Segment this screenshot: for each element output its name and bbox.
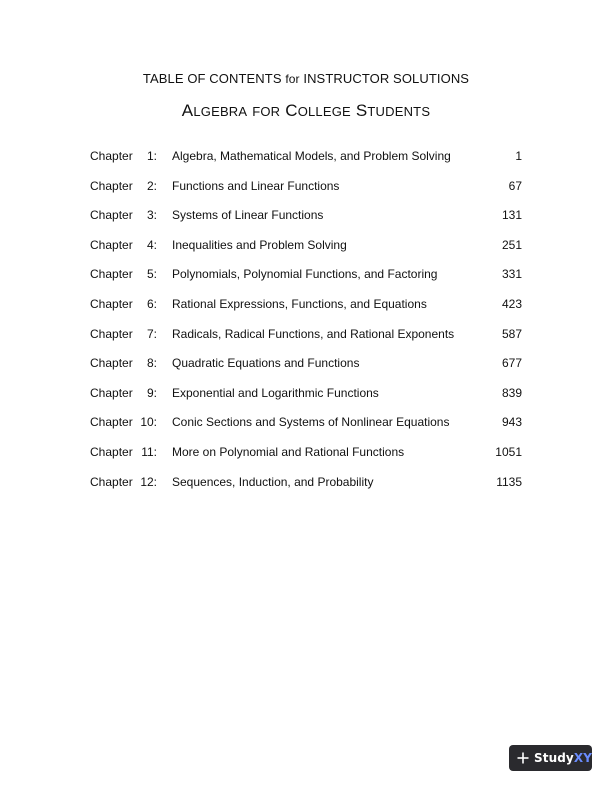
chapter-label: Chapter <box>90 178 133 193</box>
chapter-title: Conic Sections and Systems of Nonlinear Equations <box>172 415 450 430</box>
chapter-title: Systems of Linear Functions <box>172 208 324 223</box>
toc-heading <box>0 71 612 86</box>
chapter-number: 6: <box>146 296 157 311</box>
page-number: 1 <box>515 149 522 163</box>
chapter-title: Polynomials, Polynomial Functions, and Factoring <box>172 267 438 282</box>
chapter-title: More on Polynomial and Rational Functions <box>172 444 405 459</box>
toc-entry <box>0 264 612 294</box>
chapter-title: Functions and Linear Functions <box>172 178 340 193</box>
title-word-for: FOR <box>252 104 281 119</box>
chapter-title: Sequences, Induction, and Probability <box>172 474 374 489</box>
chapter-title: Inequalities and Problem Solving <box>172 237 347 252</box>
chapter-label: Chapter <box>90 296 133 311</box>
chapter-number: 1: <box>146 149 157 163</box>
toc-entry <box>0 353 612 383</box>
watermark-brand-accent: XY <box>573 751 592 765</box>
toc-entry <box>0 176 612 206</box>
chapter-number: 3: <box>146 208 157 223</box>
page-number: 943 <box>501 415 522 430</box>
chapter-number: 9: <box>146 385 157 400</box>
plus-icon <box>517 752 529 764</box>
chapter-label: Chapter <box>90 385 133 400</box>
toc-heading-sub: INSTRUCTOR SOLUTIONS <box>303 71 470 86</box>
chapter-number: 10: <box>140 415 157 430</box>
page-number: 131 <box>501 208 522 223</box>
toc-entry <box>0 294 612 324</box>
chapter-label: Chapter <box>90 356 133 371</box>
chapter-label: Chapter <box>90 444 133 459</box>
page-number: 331 <box>501 267 522 282</box>
chapter-title: Rational Expressions, Functions, and Equations <box>172 296 427 311</box>
chapter-label: Chapter <box>90 267 133 282</box>
toc-entry <box>0 324 612 354</box>
chapter-label: Chapter <box>90 237 133 252</box>
chapter-number: 5: <box>146 267 157 282</box>
toc-entry <box>0 412 612 442</box>
chapter-title: Exponential and Logarithmic Functions <box>172 385 379 400</box>
page-number: 67 <box>508 178 522 193</box>
toc-entry <box>0 472 612 502</box>
chapter-number: 2: <box>146 178 157 193</box>
toc-list <box>0 146 612 501</box>
title-word-students: STUDENTS <box>355 101 431 120</box>
toc-entry <box>0 146 612 176</box>
chapter-number: 11: <box>141 444 157 459</box>
page-number: 251 <box>501 237 522 252</box>
chapter-number: 8: <box>146 356 157 371</box>
chapter-label: Chapter <box>90 326 133 341</box>
chapter-label: Chapter <box>90 208 133 223</box>
toc-heading-for: for <box>285 72 300 86</box>
chapter-label: Chapter <box>90 415 133 430</box>
toc-entry <box>0 235 612 265</box>
page-number: 677 <box>501 356 522 371</box>
chapter-label: Chapter <box>90 474 133 489</box>
page-number: 587 <box>501 326 522 341</box>
watermark-brand <box>534 751 592 765</box>
studyxy-watermark[interactable] <box>509 745 592 771</box>
chapter-number: 4: <box>146 237 157 252</box>
page-number: 839 <box>501 385 522 400</box>
chapter-title: Algebra, Mathematical Models, and Problem Solving <box>172 149 451 163</box>
chapter-title: Radicals, Radical Functions, and Rational Exponents <box>172 326 455 341</box>
toc-entry <box>0 205 612 235</box>
chapter-label: Chapter <box>90 149 133 163</box>
toc-heading-main: TABLE OF CONTENTS <box>142 71 282 86</box>
chapter-number: 12: <box>140 474 157 489</box>
chapter-title: Quadratic Equations and Functions <box>172 356 360 371</box>
title-word-algebra: ALGEBRA <box>181 101 248 120</box>
chapter-number: 7: <box>146 326 157 341</box>
title-word-college: COLLEGE <box>285 101 351 120</box>
watermark-brand-main: Study <box>534 751 574 765</box>
book-title <box>0 101 612 121</box>
toc-entry <box>0 383 612 413</box>
page-number: 423 <box>501 296 522 311</box>
page-number: 1135 <box>496 474 522 489</box>
page-number: 1051 <box>495 444 522 459</box>
toc-entry <box>0 442 612 472</box>
